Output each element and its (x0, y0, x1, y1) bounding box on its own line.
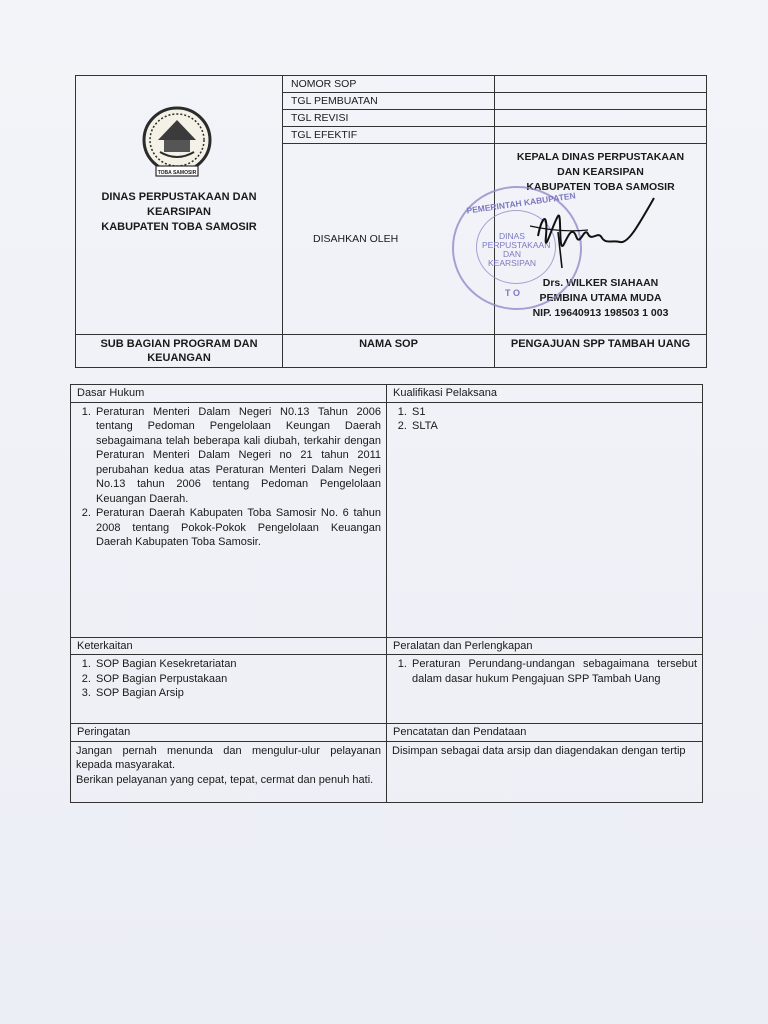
dasar-hukum-item: 1. Peraturan Menteri Dalam Negeri N0.13 Tahun 2006 tentang Pedoman Pengelolaan Keungan Daerah sebagaimana telah beberapa kali diubah, terkahir dengan Peraturan Menteri Dalam Negeri no 21 tahun 2011 perubahan kedua atas Peraturan Menteri Dalam Negeri No.13 tahun 2006 tentang Pedoman Pengelolaan Keuangan Daerah. (94, 405, 381, 507)
kualifikasi-header: Kualifikasi Pelaksana (387, 385, 703, 403)
pencatatan-header: Pencatatan dan Pendataan (387, 724, 703, 742)
org-name-line2: KEARSIPAN (147, 206, 211, 218)
official-rank: PEMBINA UTAMA MUDA (539, 292, 662, 304)
sub-bagian-cell (76, 335, 283, 368)
sub-bagian-line2: KEUANGAN (147, 352, 211, 364)
kualifikasi-content (387, 402, 703, 637)
stamp-text-3: DAN KEARSIPAN (487, 249, 537, 268)
keterkaitan-item: 3. SOP Bagian Arsip (94, 686, 381, 701)
stamp-text-1: DINAS (499, 231, 525, 241)
dasar-hukum-item: 2. Peraturan Daerah Kabupaten Toba Samosir No. 6 tahun 2008 tentang Pokok-Pokok Pengelolaan Keuangan Daerah Kabupaten Toba Samosir. (94, 506, 381, 550)
dasar-hukum-content (71, 402, 387, 637)
kualifikasi-item: 2. SLTA (410, 419, 697, 434)
stamp-ring-bottom: T O (505, 288, 520, 298)
peringatan-header: Peringatan (71, 724, 387, 742)
peringatan-text-1: Jangan pernah menunda dan mengulur-ulur pelayanan kepada masyarakat. (76, 744, 381, 771)
regency-emblem-logo (140, 106, 214, 189)
stamp-text-2: PERPUSTAKAAN (482, 240, 551, 250)
tgl-pembuatan-label: TGL PEMBUATAN (283, 93, 495, 110)
nama-sop-label: NAMA SOP (283, 335, 495, 368)
peringatan-content (71, 741, 387, 802)
peralatan-content (387, 655, 703, 724)
pencatatan-content (387, 741, 703, 802)
stamp-ring-top: PEMERINTAH KABUPATEN (465, 190, 577, 216)
org-name-line3: KABUPATEN TOBA SAMOSIR (101, 221, 257, 233)
peralatan-header: Peralatan dan Perlengkapan (387, 637, 703, 655)
tgl-revisi-label: TGL REVISI (283, 110, 495, 127)
approver-title-line2: DAN KEARSIPAN (557, 166, 644, 178)
peralatan-item: 1. Peraturan Perundang-undangan sebagaimana tersebut dalam dasar hukum Pengajuan SPP Tambah Uang (410, 657, 697, 686)
official-nip: NIP. 19640913 198503 1 003 (532, 307, 669, 319)
tgl-pembuatan-value (495, 93, 707, 110)
peringatan-text-2: Berikan pelayanan yang cepat, tepat, cermat dan penuh hati. (76, 773, 374, 786)
sop-detail-table (70, 384, 703, 803)
keterkaitan-header: Keterkaitan (71, 637, 387, 655)
keterkaitan-item: 1. SOP Bagian Kesekretariatan (94, 657, 381, 672)
dasar-hukum-header: Dasar Hukum (71, 385, 387, 403)
approver-title-line3: KABUPATEN TOBA SAMOSIR (526, 181, 675, 193)
tgl-efektif-value (495, 127, 707, 144)
sub-bagian-line1: SUB BAGIAN PROGRAM DAN (100, 338, 258, 350)
org-name-line1: DINAS PERPUSTAKAAN DAN (101, 191, 257, 203)
signature (528, 196, 658, 281)
tgl-efektif-label: TGL EFEKTIF (283, 127, 495, 144)
emblem-caption: TOBA SAMOSIR (157, 170, 197, 176)
tgl-revisi-value (495, 110, 707, 127)
keterkaitan-item: 2. SOP Bagian Perpustakaan (94, 672, 381, 687)
disahkan-oleh-label: DISAHKAN OLEH (313, 233, 399, 245)
nomor-sop-value (495, 76, 707, 93)
keterkaitan-content (71, 655, 387, 724)
pencatatan-text: Disimpan sebagai data arsip dan diagendakan dengan tertip (392, 744, 686, 757)
official-name: Drs. WILKER SIAHAAN (542, 277, 659, 289)
approver-title-line1: KEPALA DINAS PERPUSTAKAAN (516, 151, 685, 163)
nama-sop-value: PENGAJUAN SPP TAMBAH UANG (495, 335, 707, 368)
nomor-sop-label: NOMOR SOP (283, 76, 495, 93)
kualifikasi-item: 1. S1 (410, 405, 697, 420)
